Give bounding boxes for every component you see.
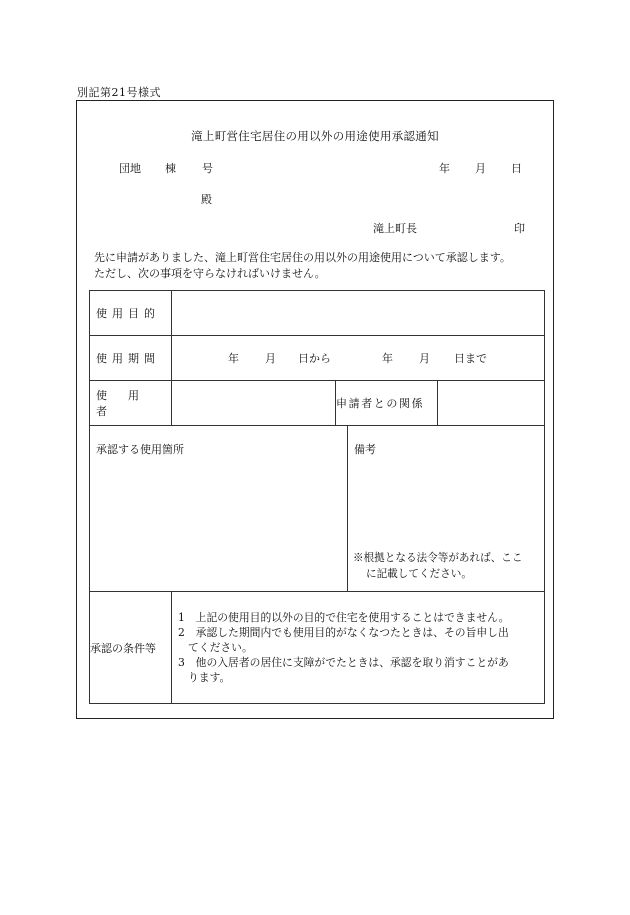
user-field[interactable] (172, 381, 336, 426)
relation-field[interactable] (438, 381, 545, 426)
purpose-label: 使用目的 (90, 291, 172, 336)
conditions-label: 承認の条件等 (90, 592, 172, 704)
remarks-note-1: ※根拠となる法令等があれば、ここ (353, 552, 523, 564)
period-month-1: 月 (265, 352, 276, 365)
addressee-suffix: 殿 (201, 193, 212, 206)
period-from: 日から (298, 352, 331, 365)
intro-line-2: ただし、次の事項を守らなければいけません。 (94, 267, 326, 280)
period-year-1: 年 (228, 352, 239, 365)
period-label: 使用期間 (90, 336, 172, 381)
relation-label: 申請者との関係 (336, 381, 438, 426)
conditions-cell (172, 592, 545, 704)
conditions-list (172, 610, 544, 685)
conditions-table (89, 290, 545, 704)
seal-mark: 印 (514, 222, 525, 235)
form-number: 別記第21号様式 (77, 86, 161, 99)
form-title: 滝上町営住宅居住の用以外の用途使用承認通知 (191, 129, 439, 143)
danchi-label: 団地 (119, 162, 141, 175)
period-field[interactable] (172, 336, 545, 381)
intro-line-1: 先に申請がありました、滝上町営住宅居住の用以外の用途使用について承認します。 (94, 251, 511, 264)
tou-label: 棟 (165, 162, 176, 175)
period-month-2: 月 (419, 352, 430, 365)
purpose-field[interactable] (172, 291, 545, 336)
date-year-label: 年 (439, 162, 450, 175)
notice-form (76, 100, 554, 719)
condition-item: 3 他の入居者の居住に支障がでたときは、承認を取り消すことがあ (178, 656, 509, 669)
condition-item: 1 上記の使用目的以外の目的で住宅を使用することはできません。 (178, 611, 510, 624)
date-day-label: 日 (511, 162, 522, 175)
period-year-2: 年 (382, 352, 393, 365)
location-cell[interactable] (90, 426, 348, 592)
remarks-cell[interactable] (348, 426, 545, 592)
condition-item: てください。 (188, 641, 253, 654)
gou-label: 号 (202, 162, 213, 175)
condition-item: ります。 (188, 671, 231, 684)
date-month-label: 月 (475, 162, 486, 175)
location-label: 承認する使用箇所 (96, 443, 184, 456)
issuer-name: 滝上町長 (373, 222, 417, 235)
user-label: 使用者 (90, 381, 172, 426)
condition-item: 2 承認した期間内でも使用目的がなくなつたときは、その旨申し出 (178, 626, 509, 639)
remarks-label: 備考 (354, 443, 376, 456)
period-until: 日まで (454, 352, 487, 365)
remarks-note-2: に記載してください。 (366, 568, 472, 580)
